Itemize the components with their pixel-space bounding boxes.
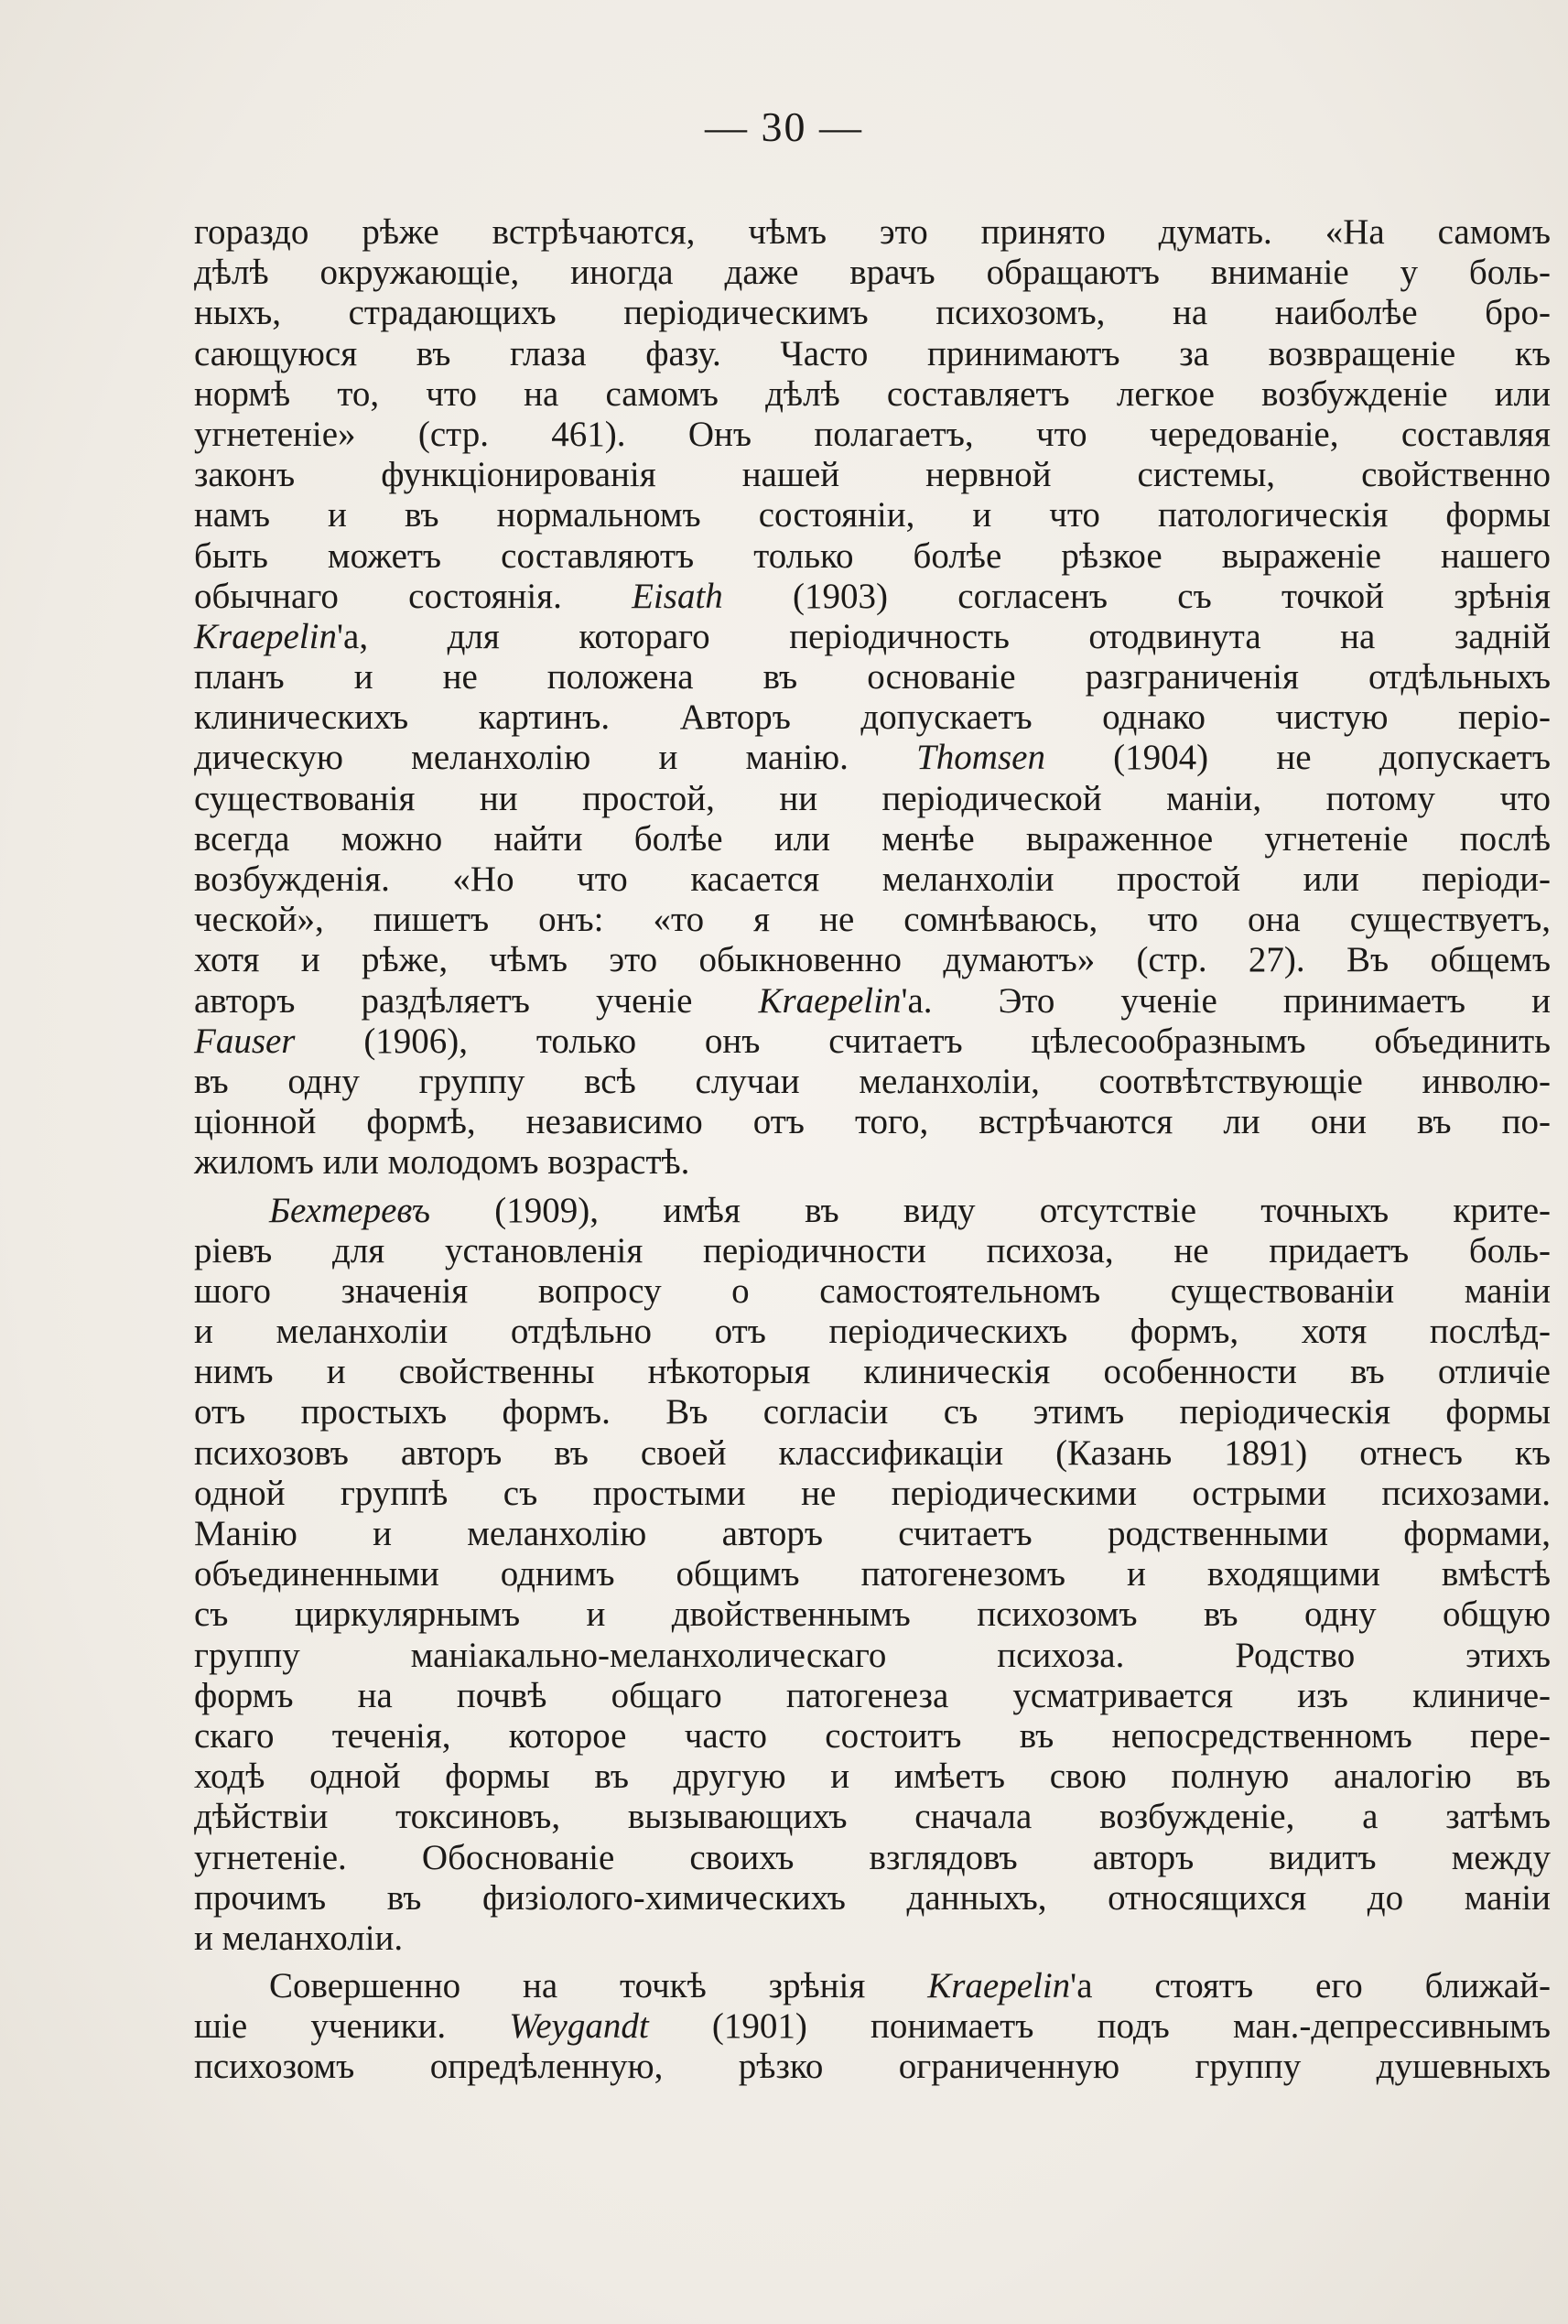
text-line: ріевъ для установленія періодичности психоза, не придаетъ боль-: [194, 1230, 1551, 1270]
page-number: — 30 —: [705, 103, 863, 150]
author-name: Weygandt: [509, 2006, 649, 2047]
text-line: угнетеніе» (стр. 461). Онъ полагаетъ, что чередованіе, составляя: [194, 414, 1551, 454]
author-name: Kraepelin: [927, 1966, 1071, 2006]
text-line: клиническихъ картинъ. Авторъ допускаетъ однако чистую періо-: [194, 697, 1551, 738]
text-line: и меланхоліи.: [194, 1918, 404, 1958]
author-name: Kraepelin: [758, 980, 902, 1021]
text-line: группу маніакально-меланхолическаго психоза. Родство этихъ: [194, 1635, 1551, 1675]
text-line: Совершенно на точкѣ зрѣнія Kraepelin'а стоятъ его ближай-: [269, 1966, 1551, 2006]
author-name: Fauser: [194, 1021, 296, 1061]
text-line: Kraepelin'а, для котораго періодичность отодвинута на задній: [194, 616, 1551, 656]
text-line: дѣлѣ окружающіе, иногда даже врачъ обращаютъ вниманіе у боль-: [194, 253, 1551, 293]
text-line: планъ и не положена въ основаніе разграниченія отдѣльныхъ: [194, 657, 1551, 697]
text-line: Бехтеревъ (1909), имѣя въ виду отсутствіе точныхъ крите-: [269, 1190, 1551, 1230]
text-line: ческой», пишетъ онъ: «то я не сомнѣваюсь, что она существуетъ,: [194, 900, 1551, 940]
text-line: быть можетъ составляютъ только болѣе рѣзкое выраженіе нашего: [194, 535, 1551, 576]
text-line: Манію и меланхолію авторъ считаетъ родственными формами,: [194, 1514, 1551, 1553]
text-line: Fauser (1906), только онъ считаетъ цѣлесообразнымъ объединить: [194, 1021, 1551, 1061]
paragraph-gap: [194, 1184, 1551, 1191]
text-line: хотя и рѣже, чѣмъ это обыкновенно думаютъ» (стр. 27). Въ общемъ: [194, 940, 1551, 980]
body-text: [194, 212, 1551, 2088]
text-line: сающуюся въ глаза фазу. Часто принимаютъ за возвращеніе къ: [194, 333, 1551, 373]
text-line: психозомъ опредѣленную, рѣзко ограниченную группу душевныхъ: [194, 2047, 1551, 2087]
text-line: прочимъ въ физіолого-химическихъ данныхъ, относящихся до маніи: [194, 1877, 1551, 1918]
author-name: Kraepelin: [194, 616, 337, 656]
text-line: жиломъ или молодомъ возрастѣ.: [194, 1142, 690, 1183]
author-name: Бехтеревъ: [269, 1190, 431, 1230]
text-line: отъ простыхъ формъ. Въ согласіи съ этимъ періодическія формы: [194, 1392, 1551, 1432]
text-line: психозовъ авторъ въ своей классификаціи (Казань 1891) отнесъ къ: [194, 1432, 1551, 1473]
text-line: шіе ученики. Weygandt (1901) понимаетъ подъ ман.-депрессивнымъ: [194, 2006, 1551, 2047]
text-line: одной группѣ съ простыми не періодическими острыми психозами.: [194, 1473, 1551, 1513]
text-line: формъ на почвѣ общаго патогенеза усматривается изъ клиниче-: [194, 1675, 1551, 1715]
text-line: угнетеніе. Обоснованіе своихъ взглядовъ авторъ видитъ между: [194, 1837, 1551, 1877]
text-line: законъ функціонированія нашей нервной системы, свойственно: [194, 455, 1551, 495]
text-line: нимъ и свойственны нѣкоторыя клиническія особенности въ отличіе: [194, 1352, 1551, 1392]
text-line: существованія ни простой, ни періодической маніи, потому что: [194, 778, 1551, 818]
text-line: ходѣ одной формы въ другую и имѣетъ свою полную аналогію въ: [194, 1757, 1551, 1797]
text-line: дѣйствіи токсиновъ, вызывающихъ сначала возбужденіе, а затѣмъ: [194, 1797, 1551, 1837]
text-line: и меланхоліи отдѣльно отъ періодическихъ формъ, хотя послѣд-: [194, 1312, 1551, 1352]
text-line: въ одну группу всѣ случаи меланхоліи, соотвѣтствующіе инволю-: [194, 1061, 1551, 1101]
text-line: намъ и въ нормальномъ состояніи, и что патологическія формы: [194, 495, 1551, 535]
text-line: съ циркулярнымъ и двойственнымъ психозомъ въ одну общую: [194, 1594, 1551, 1635]
author-name: Thomsen: [916, 738, 1045, 778]
author-name: Eisath: [632, 576, 723, 616]
paragraph-gap: [194, 1959, 1551, 1966]
text-line: объединенными однимъ общимъ патогенезомъ и входящими вмѣстѣ: [194, 1554, 1551, 1594]
text-line: скаго теченія, которое часто состоитъ въ непосредственномъ пере-: [194, 1715, 1551, 1756]
text-line: возбужденія. «Но что касается меланхоліи простой или періоди-: [194, 859, 1551, 899]
text-line: обычнаго состоянія. Eisath (1903) согласенъ съ точкой зрѣнія: [194, 576, 1551, 616]
text-line: авторъ раздѣляетъ ученіе Kraepelin'а. Это ученіе принимаетъ и: [194, 980, 1552, 1021]
text-line: дическую меланхолію и манію. Thomsen (1904) не допускаетъ: [194, 738, 1551, 778]
text-line: ціонной формѣ, независимо отъ того, встрѣчаются ли они въ по-: [194, 1102, 1551, 1142]
text-line: нормѣ то, что на самомъ дѣлѣ составляетъ легкое возбужденіе или: [194, 373, 1551, 414]
text-line: шого значенія вопросу о самостоятельномъ существованіи маніи: [194, 1270, 1551, 1311]
text-line: всегда можно найти болѣе или менѣе выраженное угнетеніе послѣ: [194, 818, 1551, 859]
text-line: гораздо рѣже встрѣчаются, чѣмъ это принято думать. «На самомъ: [194, 212, 1551, 252]
text-line: ныхъ, страдающихъ періодическимъ психозомъ, на наиболѣе бро-: [194, 293, 1551, 333]
